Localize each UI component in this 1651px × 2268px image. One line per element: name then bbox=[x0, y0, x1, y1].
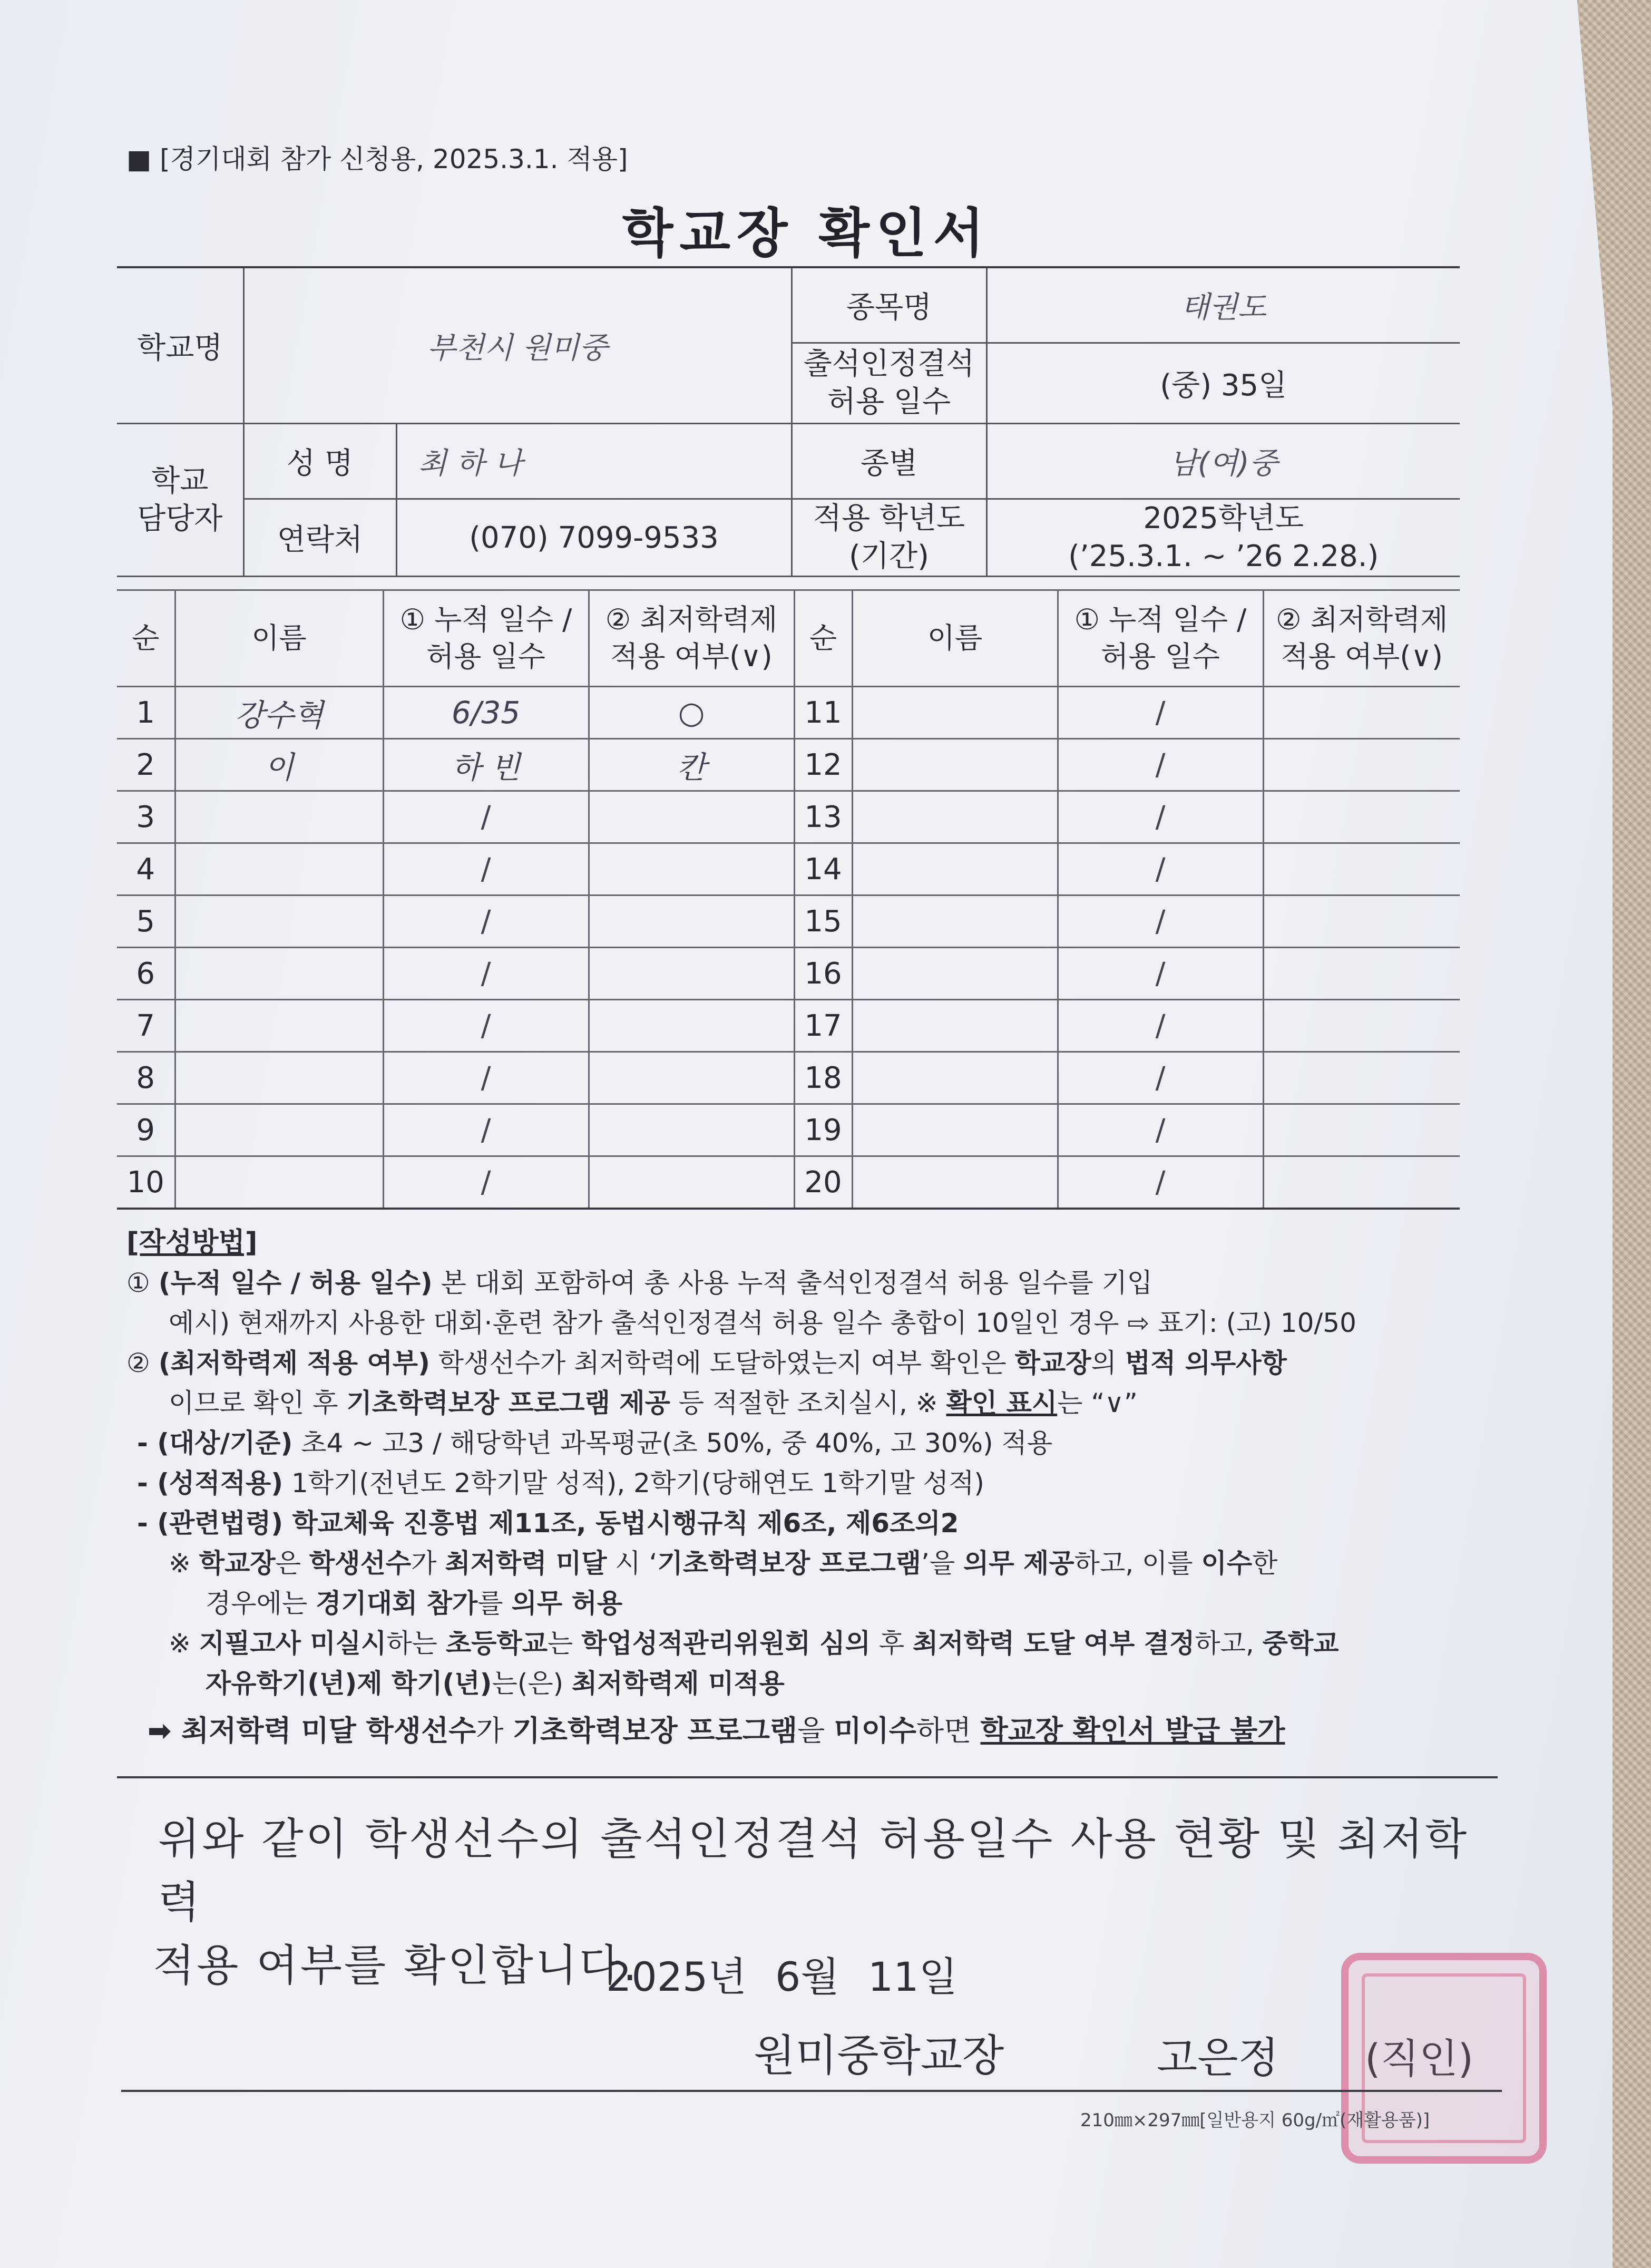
guide-2-bold: 학교장 bbox=[1014, 1348, 1091, 1378]
min-level-cell bbox=[1263, 948, 1460, 1000]
student-name-cell bbox=[852, 791, 1058, 843]
year-label bbox=[792, 499, 986, 577]
min-level-cell bbox=[1263, 1052, 1460, 1104]
min-level-cell bbox=[589, 1156, 794, 1209]
detail-grades-title: - (성적적용) bbox=[137, 1468, 284, 1498]
student-name-cell bbox=[175, 1104, 383, 1156]
header-days-line2: 허용 일수 bbox=[426, 640, 545, 673]
header-min-left bbox=[589, 590, 794, 687]
days-cell: 6/35 bbox=[383, 687, 589, 739]
paper-spec: 210㎜×297㎜[일반용지 60g/㎡(재활용품)] bbox=[1080, 2110, 1430, 2131]
note-text: 경우에는 bbox=[206, 1588, 316, 1619]
row-number-cell: 20 bbox=[794, 1156, 852, 1209]
min-level-cell bbox=[1263, 687, 1460, 739]
detail-target bbox=[126, 1423, 1497, 1463]
confirmation-line-2: 적용 여부를 확인합니다. bbox=[153, 1941, 639, 1991]
min-level-cell bbox=[589, 895, 794, 948]
note-bold: 초등학교 bbox=[445, 1628, 548, 1659]
school-name-value: 부천시 원미중 bbox=[243, 267, 792, 424]
event-label: 종목명 bbox=[792, 267, 986, 343]
arrow-right-icon: ➡ bbox=[148, 1714, 172, 1747]
warning-note bbox=[126, 1711, 1497, 1751]
note-text: 한 bbox=[1252, 1548, 1278, 1579]
row-number-cell: 12 bbox=[794, 739, 852, 791]
row-number-cell: 4 bbox=[117, 843, 175, 895]
guide-2-text: 학생선수가 최저학력에 도달하였는지 여부 확인은 bbox=[429, 1348, 1015, 1378]
note-bold: 최저학력 미달 bbox=[445, 1548, 607, 1579]
table-row bbox=[117, 1156, 1460, 1209]
days-cell: / bbox=[1058, 948, 1263, 1000]
guide-item-2 bbox=[126, 1343, 1497, 1383]
table-row bbox=[117, 843, 1460, 895]
row-number-cell: 6 bbox=[117, 948, 175, 1000]
name-label: 성 명 bbox=[243, 424, 396, 499]
instructions-section bbox=[126, 1223, 1497, 1751]
min-level-cell bbox=[589, 791, 794, 843]
header-min-line2: 적용 여부(∨) bbox=[610, 640, 773, 673]
absence-days-label bbox=[792, 343, 986, 424]
min-level-cell bbox=[1263, 791, 1460, 843]
note-text: 은 bbox=[275, 1548, 309, 1579]
note-bold: 기초학력보장 프로그램 bbox=[657, 1548, 921, 1579]
student-name-cell bbox=[852, 687, 1058, 739]
days-cell: / bbox=[383, 791, 589, 843]
student-roster-table bbox=[117, 589, 1460, 1210]
min-level-cell bbox=[589, 1000, 794, 1052]
absence-days-label-line2: 허용 일수 bbox=[827, 385, 951, 419]
absence-days-value: (중) 35일 bbox=[986, 343, 1460, 424]
page-title: 학교장 확인서 bbox=[622, 202, 991, 264]
warning-bold: 미이수 bbox=[834, 1714, 916, 1747]
note-bold: 의무 제공 bbox=[963, 1548, 1074, 1579]
table-row bbox=[117, 1104, 1460, 1156]
guide-1-title: (누적 일수 / 허용 일수) bbox=[158, 1268, 433, 1298]
header-no-left: 순 bbox=[117, 590, 175, 687]
gender-value: 남(여)중 bbox=[986, 424, 1460, 499]
header-min-line2: 적용 여부(∨) bbox=[1281, 640, 1443, 673]
guide-1-example: 예시) 현재까지 사용한 대회·훈련 참가 출석인정결석 허용 일수 총합이 10일인 경우 ⇨ 표기: (고) 10/50 bbox=[169, 1308, 1356, 1338]
guide-2-underlined: 확인 표시 bbox=[946, 1388, 1058, 1418]
note-text: ’을 bbox=[921, 1548, 964, 1579]
warning-text: 을 bbox=[797, 1714, 834, 1747]
student-name-cell bbox=[175, 791, 383, 843]
student-name-cell bbox=[852, 1052, 1058, 1104]
days-cell: / bbox=[383, 1104, 589, 1156]
row-number-cell: 3 bbox=[117, 791, 175, 843]
manager-name-value: 최 하 나 bbox=[396, 424, 792, 499]
note-text: 는(은) bbox=[492, 1668, 572, 1699]
row-number-cell: 14 bbox=[794, 843, 852, 895]
note-text: 하는 bbox=[386, 1628, 446, 1659]
days-cell: / bbox=[383, 1000, 589, 1052]
detail-target-title: - (대상/기준) bbox=[137, 1428, 293, 1458]
note-bold: 학생선수 bbox=[309, 1548, 412, 1579]
days-cell: / bbox=[383, 1156, 589, 1209]
table-row bbox=[117, 739, 1460, 791]
table-row bbox=[117, 791, 1460, 843]
note-2 bbox=[126, 1623, 1497, 1663]
note-mark: ※ bbox=[169, 1548, 199, 1579]
min-level-cell bbox=[589, 843, 794, 895]
row-number-cell: 8 bbox=[117, 1052, 175, 1104]
row-number-cell: 10 bbox=[117, 1156, 175, 1209]
warning-underlined: 학교장 확인서 발급 불가 bbox=[980, 1714, 1285, 1747]
days-cell: / bbox=[1058, 843, 1263, 895]
student-name-cell: 강수혁 bbox=[175, 687, 383, 739]
manager-label bbox=[117, 424, 243, 577]
row-number-cell: 9 bbox=[117, 1104, 175, 1156]
days-cell: / bbox=[383, 1052, 589, 1104]
note-bold: 지필고사 미실시 bbox=[199, 1628, 387, 1659]
detail-grades bbox=[126, 1463, 1497, 1503]
min-level-cell bbox=[1263, 895, 1460, 948]
note-text: 하고, bbox=[1195, 1628, 1263, 1659]
detail-law bbox=[126, 1503, 1497, 1543]
header-days-line1: ① 누적 일수 / bbox=[399, 603, 572, 636]
year-value-line1: 2025학년도 bbox=[1143, 501, 1304, 536]
note-bold: 최저학력제 미적용 bbox=[572, 1668, 785, 1699]
note-bold: 최저학력 도달 여부 결정 bbox=[913, 1628, 1195, 1659]
min-level-cell bbox=[1263, 1156, 1460, 1209]
roster-body bbox=[117, 687, 1460, 1209]
issue-date: 2025년 6월 11일 bbox=[606, 1953, 958, 2000]
row-number-cell: 19 bbox=[794, 1104, 852, 1156]
student-name-cell bbox=[852, 948, 1058, 1000]
table-row bbox=[117, 1000, 1460, 1052]
warning-text: 가 bbox=[476, 1714, 513, 1747]
seal-label: (직인) bbox=[1365, 2035, 1474, 2082]
student-name-cell bbox=[175, 895, 383, 948]
divider-line bbox=[117, 1776, 1498, 1778]
days-cell: / bbox=[383, 948, 589, 1000]
header-min-line1: ② 최저학력제 bbox=[1276, 603, 1448, 636]
header-days-line1: ① 누적 일수 / bbox=[1074, 603, 1247, 636]
guide-2-title: (최저학력제 적용 여부) bbox=[158, 1348, 430, 1378]
min-level-cell bbox=[1263, 739, 1460, 791]
info-table bbox=[117, 266, 1460, 577]
note-bold: 자유학기(년)제 학기(년) bbox=[206, 1668, 492, 1699]
contact-value: (070) 7099-9533 bbox=[396, 499, 792, 577]
confirmation-line-1: 위와 같이 학생선수의 출석인정결석 허용일수 사용 현황 및 최저학력 bbox=[158, 1814, 1469, 1928]
student-name-cell bbox=[175, 843, 383, 895]
guide-2-text: 이므로 확인 후 bbox=[169, 1388, 347, 1418]
guide-2-text: 등 적절한 조치실시, ※ bbox=[670, 1388, 946, 1418]
instructions-heading: [작성방법] bbox=[126, 1227, 258, 1259]
min-level-cell bbox=[589, 948, 794, 1000]
note-bold: 이수 bbox=[1201, 1548, 1253, 1579]
min-level-cell bbox=[589, 1104, 794, 1156]
note-text: 를 bbox=[477, 1588, 512, 1619]
table-row bbox=[117, 1052, 1460, 1104]
student-name-cell bbox=[175, 948, 383, 1000]
min-level-cell: 칸 bbox=[589, 739, 794, 791]
note-1 bbox=[126, 1543, 1497, 1583]
student-name-cell bbox=[852, 895, 1058, 948]
row-number-cell: 7 bbox=[117, 1000, 175, 1052]
warning-text: 하면 bbox=[916, 1714, 981, 1747]
official-seal-stamp bbox=[1341, 1953, 1547, 2164]
contact-label: 연락처 bbox=[243, 499, 396, 577]
school-head-title: 원미중학교장 bbox=[754, 2031, 1004, 2081]
note-text: 는 bbox=[548, 1628, 582, 1659]
student-name-cell bbox=[852, 1000, 1058, 1052]
school-name-label: 학교명 bbox=[117, 267, 243, 424]
row-number-cell: 1 bbox=[117, 687, 175, 739]
detail-law-text: - (관련법령) 학교체육 진흥법 제11조, 동법시행규칙 제6조, 제6조의2 bbox=[137, 1508, 959, 1539]
guide-2-bold: 기초학력보장 프로그램 제공 bbox=[346, 1388, 670, 1418]
row-number-cell: 15 bbox=[794, 895, 852, 948]
row-number-cell: 5 bbox=[117, 895, 175, 948]
guide-item-1 bbox=[126, 1263, 1497, 1303]
note-text: 시 ‘ bbox=[607, 1548, 658, 1579]
days-cell: 하 빈 bbox=[383, 739, 589, 791]
days-cell: / bbox=[383, 843, 589, 895]
days-cell: / bbox=[1058, 739, 1263, 791]
student-name-cell bbox=[852, 1104, 1058, 1156]
guide-1-text: 본 대회 포함하여 총 사용 누적 출석인정결석 허용 일수를 기입 bbox=[432, 1268, 1153, 1298]
days-cell: / bbox=[1058, 687, 1263, 739]
header-min-right bbox=[1263, 590, 1460, 687]
guide-mark-2: ② bbox=[126, 1348, 150, 1378]
absence-days-label-line1: 출석인정결석 bbox=[803, 347, 975, 381]
row-number-cell: 18 bbox=[794, 1052, 852, 1104]
row-number-cell: 2 bbox=[117, 739, 175, 791]
table-row bbox=[117, 948, 1460, 1000]
detail-grades-text: 1학기(전년도 2학기말 성적), 2학기(당해연도 1학기말 성적) bbox=[283, 1468, 984, 1498]
bottom-divider-line bbox=[121, 2090, 1502, 2092]
row-number-cell: 16 bbox=[794, 948, 852, 1000]
manager-label-line2: 담당자 bbox=[137, 501, 223, 536]
note-mark: ※ bbox=[169, 1628, 199, 1659]
header-days-right bbox=[1058, 590, 1263, 687]
guide-2-text: 는 “∨” bbox=[1057, 1388, 1138, 1418]
days-cell: / bbox=[1058, 791, 1263, 843]
table-row bbox=[117, 687, 1460, 739]
detail-target-text: 초4 ~ 고3 / 해당학년 과목평균(초 50%, 중 40%, 고 30%) 적용 bbox=[292, 1428, 1053, 1458]
form-tag: ■ [경기대회 참가 신청용, 2025.3.1. 적용] bbox=[126, 144, 628, 174]
header-days-left bbox=[383, 590, 589, 687]
note-bold: 학교장 bbox=[199, 1548, 276, 1579]
header-no-right: 순 bbox=[794, 590, 852, 687]
guide-mark-1: ① bbox=[126, 1268, 150, 1298]
year-label-line1: 적용 학년도 bbox=[813, 501, 965, 536]
header-name-right: 이름 bbox=[852, 590, 1058, 687]
header-days-line2: 허용 일수 bbox=[1101, 640, 1220, 673]
note-bold: 경기대회 참가 bbox=[316, 1588, 478, 1619]
student-name-cell bbox=[175, 1156, 383, 1209]
min-level-cell: ○ bbox=[589, 687, 794, 739]
days-cell: / bbox=[1058, 1104, 1263, 1156]
days-cell: / bbox=[1058, 895, 1263, 948]
student-name-cell bbox=[175, 1000, 383, 1052]
note-text: 후 bbox=[870, 1628, 913, 1659]
student-name-cell bbox=[852, 843, 1058, 895]
student-name-cell: 이 bbox=[175, 739, 383, 791]
note-bold: 학업성적관리위원회 심의 bbox=[581, 1628, 871, 1659]
min-level-cell bbox=[1263, 1104, 1460, 1156]
student-name-cell bbox=[852, 1156, 1058, 1209]
gender-label: 종별 bbox=[792, 424, 986, 499]
table-row bbox=[117, 895, 1460, 948]
year-value bbox=[986, 499, 1460, 577]
header-min-line1: ② 최저학력제 bbox=[605, 603, 778, 636]
principal-name: 고은정 bbox=[1157, 2033, 1279, 2082]
min-level-cell bbox=[1263, 843, 1460, 895]
row-number-cell: 17 bbox=[794, 1000, 852, 1052]
year-value-line2: (’25.3.1. ~ ’26 2.28.) bbox=[1068, 539, 1379, 573]
row-number-cell: 13 bbox=[794, 791, 852, 843]
warning-bold: 최저학력 미달 학생선수 bbox=[171, 1714, 476, 1747]
guide-2-bold: 법적 의무사항 bbox=[1125, 1348, 1287, 1378]
student-name-cell bbox=[175, 1052, 383, 1104]
days-cell: / bbox=[383, 895, 589, 948]
header-name-left: 이름 bbox=[175, 590, 383, 687]
note-text: 가 bbox=[411, 1548, 445, 1579]
days-cell: / bbox=[1058, 1052, 1263, 1104]
year-label-line2: (기간) bbox=[849, 539, 929, 573]
manager-label-line1: 학교 bbox=[151, 463, 209, 498]
roster-header-row bbox=[117, 590, 1460, 687]
note-text: 하고, 이를 bbox=[1074, 1548, 1201, 1579]
days-cell: / bbox=[1058, 1000, 1263, 1052]
note-bold: 의무 허용 bbox=[511, 1588, 623, 1619]
guide-2-text: 의 bbox=[1091, 1348, 1125, 1378]
note-2-line2 bbox=[126, 1663, 1497, 1704]
event-value: 태권도 bbox=[986, 267, 1460, 343]
guide-2-line2 bbox=[126, 1383, 1497, 1423]
min-level-cell bbox=[589, 1052, 794, 1104]
student-name-cell bbox=[852, 739, 1058, 791]
note-1-line2 bbox=[126, 1583, 1497, 1623]
note-bold: 중학교 bbox=[1262, 1628, 1339, 1659]
warning-bold: 기초학력보장 프로그램 bbox=[512, 1714, 798, 1747]
min-level-cell bbox=[1263, 1000, 1460, 1052]
days-cell: / bbox=[1058, 1156, 1263, 1209]
row-number-cell: 11 bbox=[794, 687, 852, 739]
